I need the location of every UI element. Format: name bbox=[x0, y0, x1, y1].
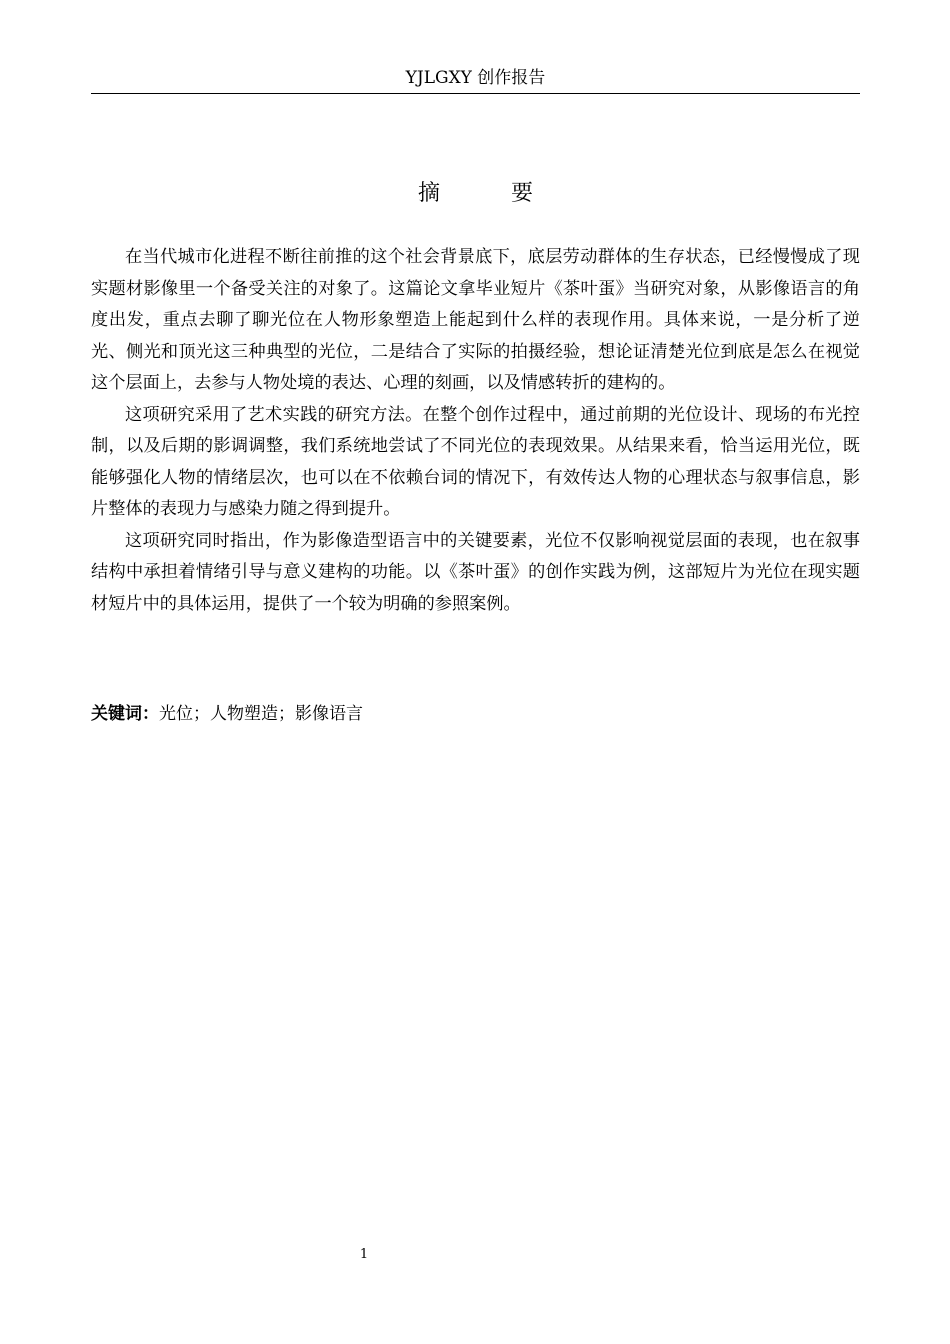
abstract-paragraph: 这项研究采用了艺术实践的研究方法。在整个创作过程中，通过前期的光位设计、现场的布光控制，以及后期的影调调整，我们系统地尝试了不同光位的表现效果。从结果来看，恰当运用光位，既能够强化人物的情绪层次，也可以在不依赖台词的情况下，有效传达人物的心理状态与叙事信息，影片整体的表现力与感染力随之得到提升。 bbox=[91, 404, 860, 519]
header-rule bbox=[91, 93, 860, 94]
abstract-body bbox=[91, 242, 860, 620]
running-header: YJLGXY 创作报告 bbox=[405, 68, 546, 88]
abstract-paragraph: 这项研究同时指出，作为影像造型语言中的关键要素，光位不仅影响视觉层面的表现，也在叙事结构中承担着情绪引导与意义建构的功能。以《茶叶蛋》的创作实践为例，这部短片为光位在现实题材短片中的具体运用，提供了一个较为明确的参照案例。 bbox=[91, 530, 860, 614]
keywords-line bbox=[91, 701, 363, 727]
page-number: 1 bbox=[359, 1247, 369, 1262]
abstract-title: 摘 要 bbox=[418, 181, 565, 206]
abstract-paragraph: 在当代城市化进程不断往前推的这个社会背景底下，底层劳动群体的生存状态，已经慢慢成了现实题材影像里一个备受关注的对象了。这篇论文拿毕业短片《茶叶蛋》当研究对象，从影像语言的角度出发，重点去聊了聊光位在人物形象塑造上能起到什么样的表现作用。具体来说，一是分析了逆光、侧光和顶光这三种典型的光位，二是结合了实际的拍摄经验，想论证清楚光位到底是怎么在视觉这个层面上，去参与人物处境的表达、心理的刻画，以及情感转折的建构的。 bbox=[91, 247, 860, 393]
keywords-value: 光位；人物塑造；影像语言 bbox=[159, 704, 363, 724]
keywords-label: 关键词： bbox=[91, 704, 159, 724]
